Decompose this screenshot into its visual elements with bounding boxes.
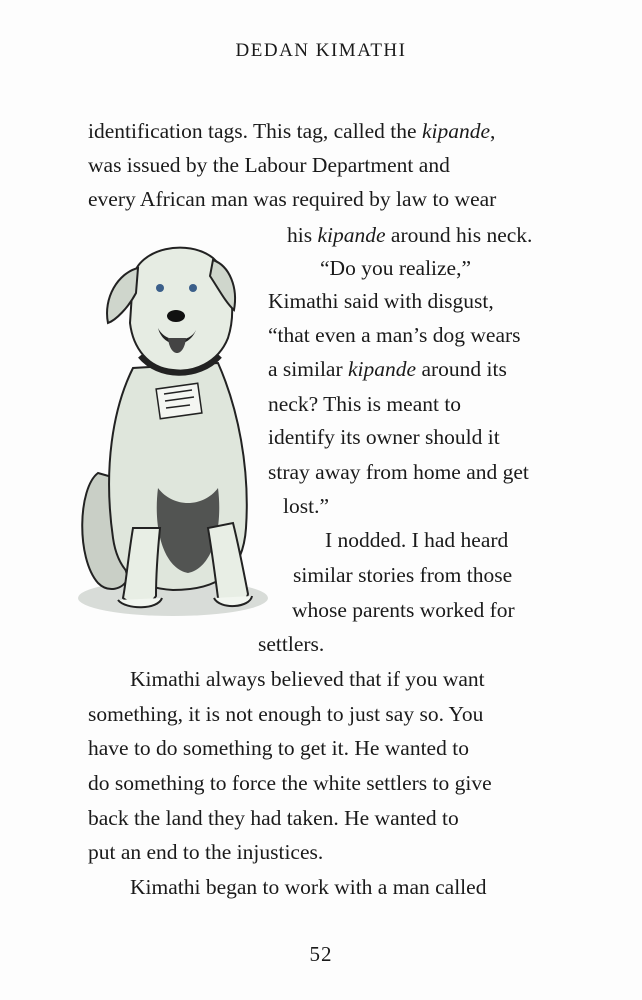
text-run: identification tags. This tag, called the <box>88 119 422 143</box>
text-run: settlers. <box>258 632 325 656</box>
text-run: stray away from home and get <box>268 460 529 484</box>
text-line <box>283 496 329 518</box>
text-run: around its <box>416 357 507 381</box>
text-line <box>293 565 512 587</box>
text-run: have to do something to get it. He wanted to <box>88 736 469 760</box>
text-line <box>268 394 461 416</box>
text-line <box>268 462 529 484</box>
text-line <box>268 291 494 313</box>
text-run: every African man was required by law to wear <box>88 187 497 211</box>
text-run: put an end to the injustices. <box>88 840 324 864</box>
running-head: DEDAN KIMATHI <box>235 40 407 61</box>
text-run: lost.” <box>283 494 329 518</box>
text-run: I nodded. I had heard <box>325 528 509 552</box>
text-run: whose parents worked for <box>292 598 515 622</box>
text-line <box>320 258 471 280</box>
text-run: around his neck. <box>385 223 533 247</box>
text-run: his <box>287 223 318 247</box>
text-run: was issued by the Labour Department and <box>88 153 450 177</box>
italic-term: kipande <box>421 119 491 143</box>
text-run: Kimathi always believed that if you want <box>130 667 485 691</box>
text-run: , <box>490 119 496 143</box>
text-line <box>268 325 521 347</box>
page-number: 52 <box>309 942 333 966</box>
text-line <box>268 427 500 449</box>
text-run: neck? This is meant to <box>268 392 462 416</box>
text-line <box>88 738 469 760</box>
dog-with-tag-icon <box>78 238 278 628</box>
text-run: do something to force the white settlers to give <box>88 771 492 795</box>
text-line <box>325 530 508 552</box>
text-run: back the land they had taken. He wanted to <box>88 806 459 830</box>
text-line <box>287 225 532 247</box>
text-run: something, it is not enough to just say so. You <box>88 702 484 726</box>
text-line <box>130 877 486 899</box>
text-run: “Do you realize,” <box>320 256 472 280</box>
italic-term: kipande <box>348 357 417 381</box>
italic-term: kipande <box>317 223 386 247</box>
text-line <box>88 121 495 143</box>
text-line <box>130 669 485 691</box>
text-run: Kimathi said with disgust, <box>268 289 494 313</box>
text-line <box>88 808 459 830</box>
text-line <box>88 155 450 177</box>
text-line <box>88 842 323 864</box>
text-run: identify its owner should it <box>268 425 500 449</box>
text-line <box>88 773 492 795</box>
text-line <box>258 634 324 656</box>
text-run: a similar <box>268 357 349 381</box>
text-run: “that even a man’s dog wears <box>268 323 521 347</box>
text-line <box>88 704 483 726</box>
text-line <box>88 189 496 211</box>
text-line <box>292 600 515 622</box>
text-run: similar stories from those <box>293 563 513 587</box>
text-line <box>268 359 507 381</box>
text-run: Kimathi began to work with a man called <box>130 875 487 899</box>
